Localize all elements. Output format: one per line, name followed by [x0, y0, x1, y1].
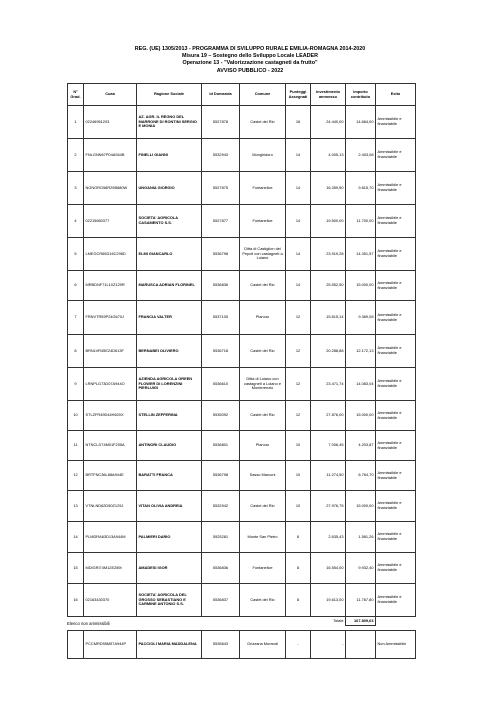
col-contributo: Importo contributo [346, 84, 376, 106]
contribution-amount: 15.000,00 [346, 401, 376, 431]
grad-number: 5 [68, 238, 84, 271]
municipality: Fontanelice [240, 553, 286, 584]
investment-amount: 16.554,00 [311, 553, 346, 584]
outcome: Ammissibile e finanziabile [376, 431, 416, 461]
application-id: 5535643 [202, 631, 240, 659]
outcome: Ammissibile e finanziabile [376, 271, 416, 301]
outcome: Ammissibile e finanziabile [376, 401, 416, 431]
grad-number: 8 [68, 335, 84, 368]
table-row [68, 631, 416, 659]
cuaa-code: FRNVTR59P24G670J [84, 301, 137, 335]
cuaa-code: BRNLVR45E24D613F [84, 335, 137, 368]
application-id: 5525281 [202, 522, 240, 553]
company-name: ANTINORI CLAUDIO [137, 431, 202, 461]
contribution-amount: 1.581,26 [346, 522, 376, 553]
municipality: Fontanelice [240, 205, 286, 238]
outcome: Ammissibile e finanziabile [376, 584, 416, 617]
score: 12 [286, 335, 311, 368]
outcome: Ammissibile e finanziabile [376, 301, 416, 335]
cuaa-code: NTNCLD74M01F205A [84, 431, 137, 461]
col-investimento: Investimento ammesso [311, 84, 346, 106]
outcome: Ammissibile e finanziabile [376, 205, 416, 238]
municipality: Castel del Rio [240, 491, 286, 522]
application-id: 5527877 [202, 205, 240, 238]
company-name: AMADESI IGOR [137, 553, 202, 584]
score: 8 [286, 584, 311, 617]
contribution-amount: 6.764,70 [346, 461, 376, 491]
company-name: FINELLI GIANNI [137, 139, 202, 172]
outcome: Ammissibile e finanziabile [376, 461, 416, 491]
cuaa-code: 02246951203 [84, 106, 137, 139]
municipality: Castel del Rio [240, 106, 286, 139]
outcome: Ammissibile e finanziabile [376, 335, 416, 368]
municipality: Fontanelice [240, 172, 286, 205]
col-num: N° Grad. [68, 84, 84, 106]
outcome: Ammissibile e finanziabile [376, 491, 416, 522]
grad-number: 16 [68, 584, 84, 617]
application-id: 5527875 [202, 172, 240, 205]
contribution-amount: 14.351,57 [346, 238, 376, 271]
municipality: Castel del Rio [240, 401, 286, 431]
outcome: Ammissibile e finanziabile [376, 106, 416, 139]
cuaa-code: LMEGCR65D16C296D [84, 238, 137, 271]
contribution-amount: 9.369,08 [346, 301, 376, 335]
table-row [68, 491, 416, 522]
company-name: SOCIETA' AGRICOLA CASAMENTO S.S. [137, 205, 202, 238]
grad-number: 4 [68, 205, 84, 238]
application-id: 5536836 [202, 553, 240, 584]
score: 12 [286, 301, 311, 335]
outcome: Non Ammissibile [376, 631, 416, 659]
company-name: PACCIOLI MARIA MADDALENA [137, 631, 202, 659]
application-id: 5532943 [202, 139, 240, 172]
cuaa-code: MDIGRI74M12E289I [84, 553, 137, 584]
cuaa-code: PLMDRA63D13A944M [84, 522, 137, 553]
cuaa-code: FNLGNN67P04A944B [84, 139, 137, 172]
investment-amount: 2.635,43 [311, 522, 346, 553]
outcome: Ammissibile e finanziabile [376, 368, 416, 401]
investment-amount: 4.005,13 [311, 139, 346, 172]
municipality: Pianoro [240, 431, 286, 461]
header-notice: AVVISO PUBBLICO - 2022 [216, 67, 284, 74]
excluded-table [67, 630, 416, 659]
grad-number: 2 [68, 139, 84, 172]
table-row [68, 205, 416, 238]
totals-label: Totale [333, 617, 344, 623]
municipality: Grizzana Morandi [240, 631, 286, 659]
table-row [68, 553, 416, 584]
cuaa-code: LRNPLG73D07A944O [84, 368, 137, 401]
grad-number: 3 [68, 172, 84, 205]
score: - [286, 631, 311, 659]
table-row [68, 461, 416, 491]
table-row [68, 335, 416, 368]
table-row [68, 301, 416, 335]
table-row [68, 522, 416, 553]
investment-amount: 24.440,00 [311, 106, 346, 139]
header-operation: Operazione 13 - "Valorizzazione castagneti da frutto" [182, 60, 318, 67]
application-id: 5536798 [202, 461, 240, 491]
municipality: Monte San Pietro [240, 522, 286, 553]
table-row [68, 584, 416, 617]
table-row [68, 368, 416, 401]
col-punteggi: Punteggi Assegnati [286, 84, 311, 106]
contribution-amount: 15.000,00 [346, 491, 376, 522]
score: 14 [286, 139, 311, 172]
application-id: 5536610 [202, 368, 240, 401]
table-row [68, 238, 416, 271]
municipality: Castel del Rio [240, 335, 286, 368]
cuaa-code: VTNLND62D50Z129J [84, 491, 137, 522]
cuaa-code: MRBDNF71L10Z129R [84, 271, 137, 301]
cuaa-code: NGNGRG58R29B880W [84, 172, 137, 205]
cuaa-code: 02215660377 [84, 205, 137, 238]
grad-number [68, 631, 84, 659]
score: 16 [286, 106, 311, 139]
company-name: MARUSCA ADRIAN FLORINEL [137, 271, 202, 301]
application-id: 5532942 [202, 491, 240, 522]
col-id-domanda: Id Domanda [202, 84, 240, 106]
investment-amount: 19.500,00 [311, 205, 346, 238]
score: 14 [286, 238, 311, 271]
grad-number: 12 [68, 461, 84, 491]
municipality: Pianoro [240, 301, 286, 335]
municipality: Ditta di Castiglion dei Pepoli con castagneti a Loiano [240, 238, 286, 271]
score: 12 [286, 368, 311, 401]
application-id: 5536718 [202, 335, 240, 368]
application-id: 5536798 [202, 238, 240, 271]
contribution-amount: 9.932,40 [346, 553, 376, 584]
investment-amount: 25.552,50 [311, 271, 346, 301]
outcome: Ammissibile e finanziabile [376, 139, 416, 172]
application-id: 5527878 [202, 106, 240, 139]
score: 14 [286, 205, 311, 238]
contribution-amount: 11.767,80 [346, 584, 376, 617]
totals-value: 167.809,63 [346, 617, 376, 626]
cuaa-code: BRTFNC36L68A944E [84, 461, 137, 491]
company-name: ELMI GIANCARLO [137, 238, 202, 271]
grad-number: 9 [68, 368, 84, 401]
document-header [0, 46, 500, 75]
grad-number: 11 [68, 431, 84, 461]
score: 8 [286, 553, 311, 584]
score: 14 [286, 172, 311, 205]
application-id: 5535092 [202, 401, 240, 431]
investment-amount: 20.288,88 [311, 335, 346, 368]
header-regulation: REG. (UE) 1305/2013 - PROGRAMMA DI SVILUPPO RURALE EMILIA-ROMAGNA 2014-2020 [134, 46, 366, 52]
table-row [68, 401, 416, 431]
score: 10 [286, 491, 311, 522]
investment-amount: 19.613,00 [311, 584, 346, 617]
municipality: Ditta di Loiano con castagneti a Loiano e Monterenzio [240, 368, 286, 401]
grad-number: 6 [68, 271, 84, 301]
application-id: 5536836 [202, 271, 240, 301]
score: 10 [286, 431, 311, 461]
company-name: BARATTI FRANCA [137, 461, 202, 491]
col-ragione-sociale: Ragione Sociale [137, 84, 202, 106]
investment-amount: 11.274,50 [311, 461, 346, 491]
investment-amount: 27.976,75 [311, 491, 346, 522]
grad-number: 7 [68, 301, 84, 335]
col-comune: Comune [240, 84, 286, 106]
table-row [68, 139, 416, 172]
company-name: UNGANIA GIORGIO [137, 172, 202, 205]
table-row [68, 172, 416, 205]
score: 8 [286, 522, 311, 553]
col-esito: Esito [376, 84, 416, 106]
cuaa-code: PCCMRD55M57A944P [84, 631, 137, 659]
investment-amount: 16.359,50 [311, 172, 346, 205]
grad-number: 15 [68, 553, 84, 584]
col-cuaa: Cuaa [84, 84, 137, 106]
contribution-amount: 14.083,04 [346, 368, 376, 401]
outcome: Ammissibile e finanziabile [376, 522, 416, 553]
table-row [68, 431, 416, 461]
contribution-amount [346, 631, 376, 659]
company-name: VITAN OLIVIA ANDREIA [137, 491, 202, 522]
application-id: 5536801 [202, 431, 240, 461]
contribution-amount: 2.403,08 [346, 139, 376, 172]
score: 12 [286, 401, 311, 431]
outcome: Ammissibile e finanziabile [376, 238, 416, 271]
table-row [68, 106, 416, 139]
ranking-table [67, 83, 416, 626]
cuaa-code: STLZFR49D44H620X [84, 401, 137, 431]
grad-number: 13 [68, 491, 84, 522]
contribution-amount: 12.172,13 [346, 335, 376, 368]
company-name: AZIENDA AGRICOLA GREEN FLOWER DI LORENZINI PIERLUIGI [137, 368, 202, 401]
table-header-row [68, 84, 416, 106]
contribution-amount: 4.203,87 [346, 431, 376, 461]
contribution-amount: 11.700,00 [346, 205, 376, 238]
company-name: AZ. AGR. IL REGNO DEL MARRONE DI RONTINI SERGIO E MONIA [137, 106, 202, 139]
contribution-amount: 15.000,00 [346, 271, 376, 301]
application-id: 5537105 [202, 301, 240, 335]
investment-amount: - [311, 631, 346, 659]
excluded-title: Elenco non ammissibili [67, 621, 110, 626]
municipality: Castel del Rio [240, 584, 286, 617]
application-id: 5536837 [202, 584, 240, 617]
company-name: SOCIETA' AGRICOLA DEL GROSSO SEBASTIANO E CARMINE ANTONIO S.S. [137, 584, 202, 617]
company-name: STELLIN ZEFFERINA [137, 401, 202, 431]
company-name: PALMIERI DARIO [137, 522, 202, 553]
investment-amount: 15.615,14 [311, 301, 346, 335]
score: 14 [286, 271, 311, 301]
company-name: BERNABEI OLIVIERO [137, 335, 202, 368]
grad-number: 14 [68, 522, 84, 553]
investment-amount: 7.006,45 [311, 431, 346, 461]
score: 10 [286, 461, 311, 491]
company-name: FRANCIA VALTER [137, 301, 202, 335]
investment-amount: 23.471,74 [311, 368, 346, 401]
municipality: Monghidoro [240, 139, 286, 172]
municipality: Castel del Rio [240, 271, 286, 301]
cuaa-code: 02163430370 [84, 584, 137, 617]
contribution-amount: 14.664,00 [346, 106, 376, 139]
header-measure: Misura 19 – Sostegno dello Sviluppo Locale LEADER [182, 53, 318, 60]
grad-number: 1 [68, 106, 84, 139]
outcome: Ammissibile e finanziabile [376, 172, 416, 205]
investment-amount: 23.919,28 [311, 238, 346, 271]
contribution-amount: 9.815,70 [346, 172, 376, 205]
investment-amount: 27.876,00 [311, 401, 346, 431]
totals-row [68, 617, 416, 626]
municipality: Sasso Marconi [240, 461, 286, 491]
table-row [68, 271, 416, 301]
grad-number: 10 [68, 401, 84, 431]
outcome: Ammissibile e finanziabile [376, 553, 416, 584]
